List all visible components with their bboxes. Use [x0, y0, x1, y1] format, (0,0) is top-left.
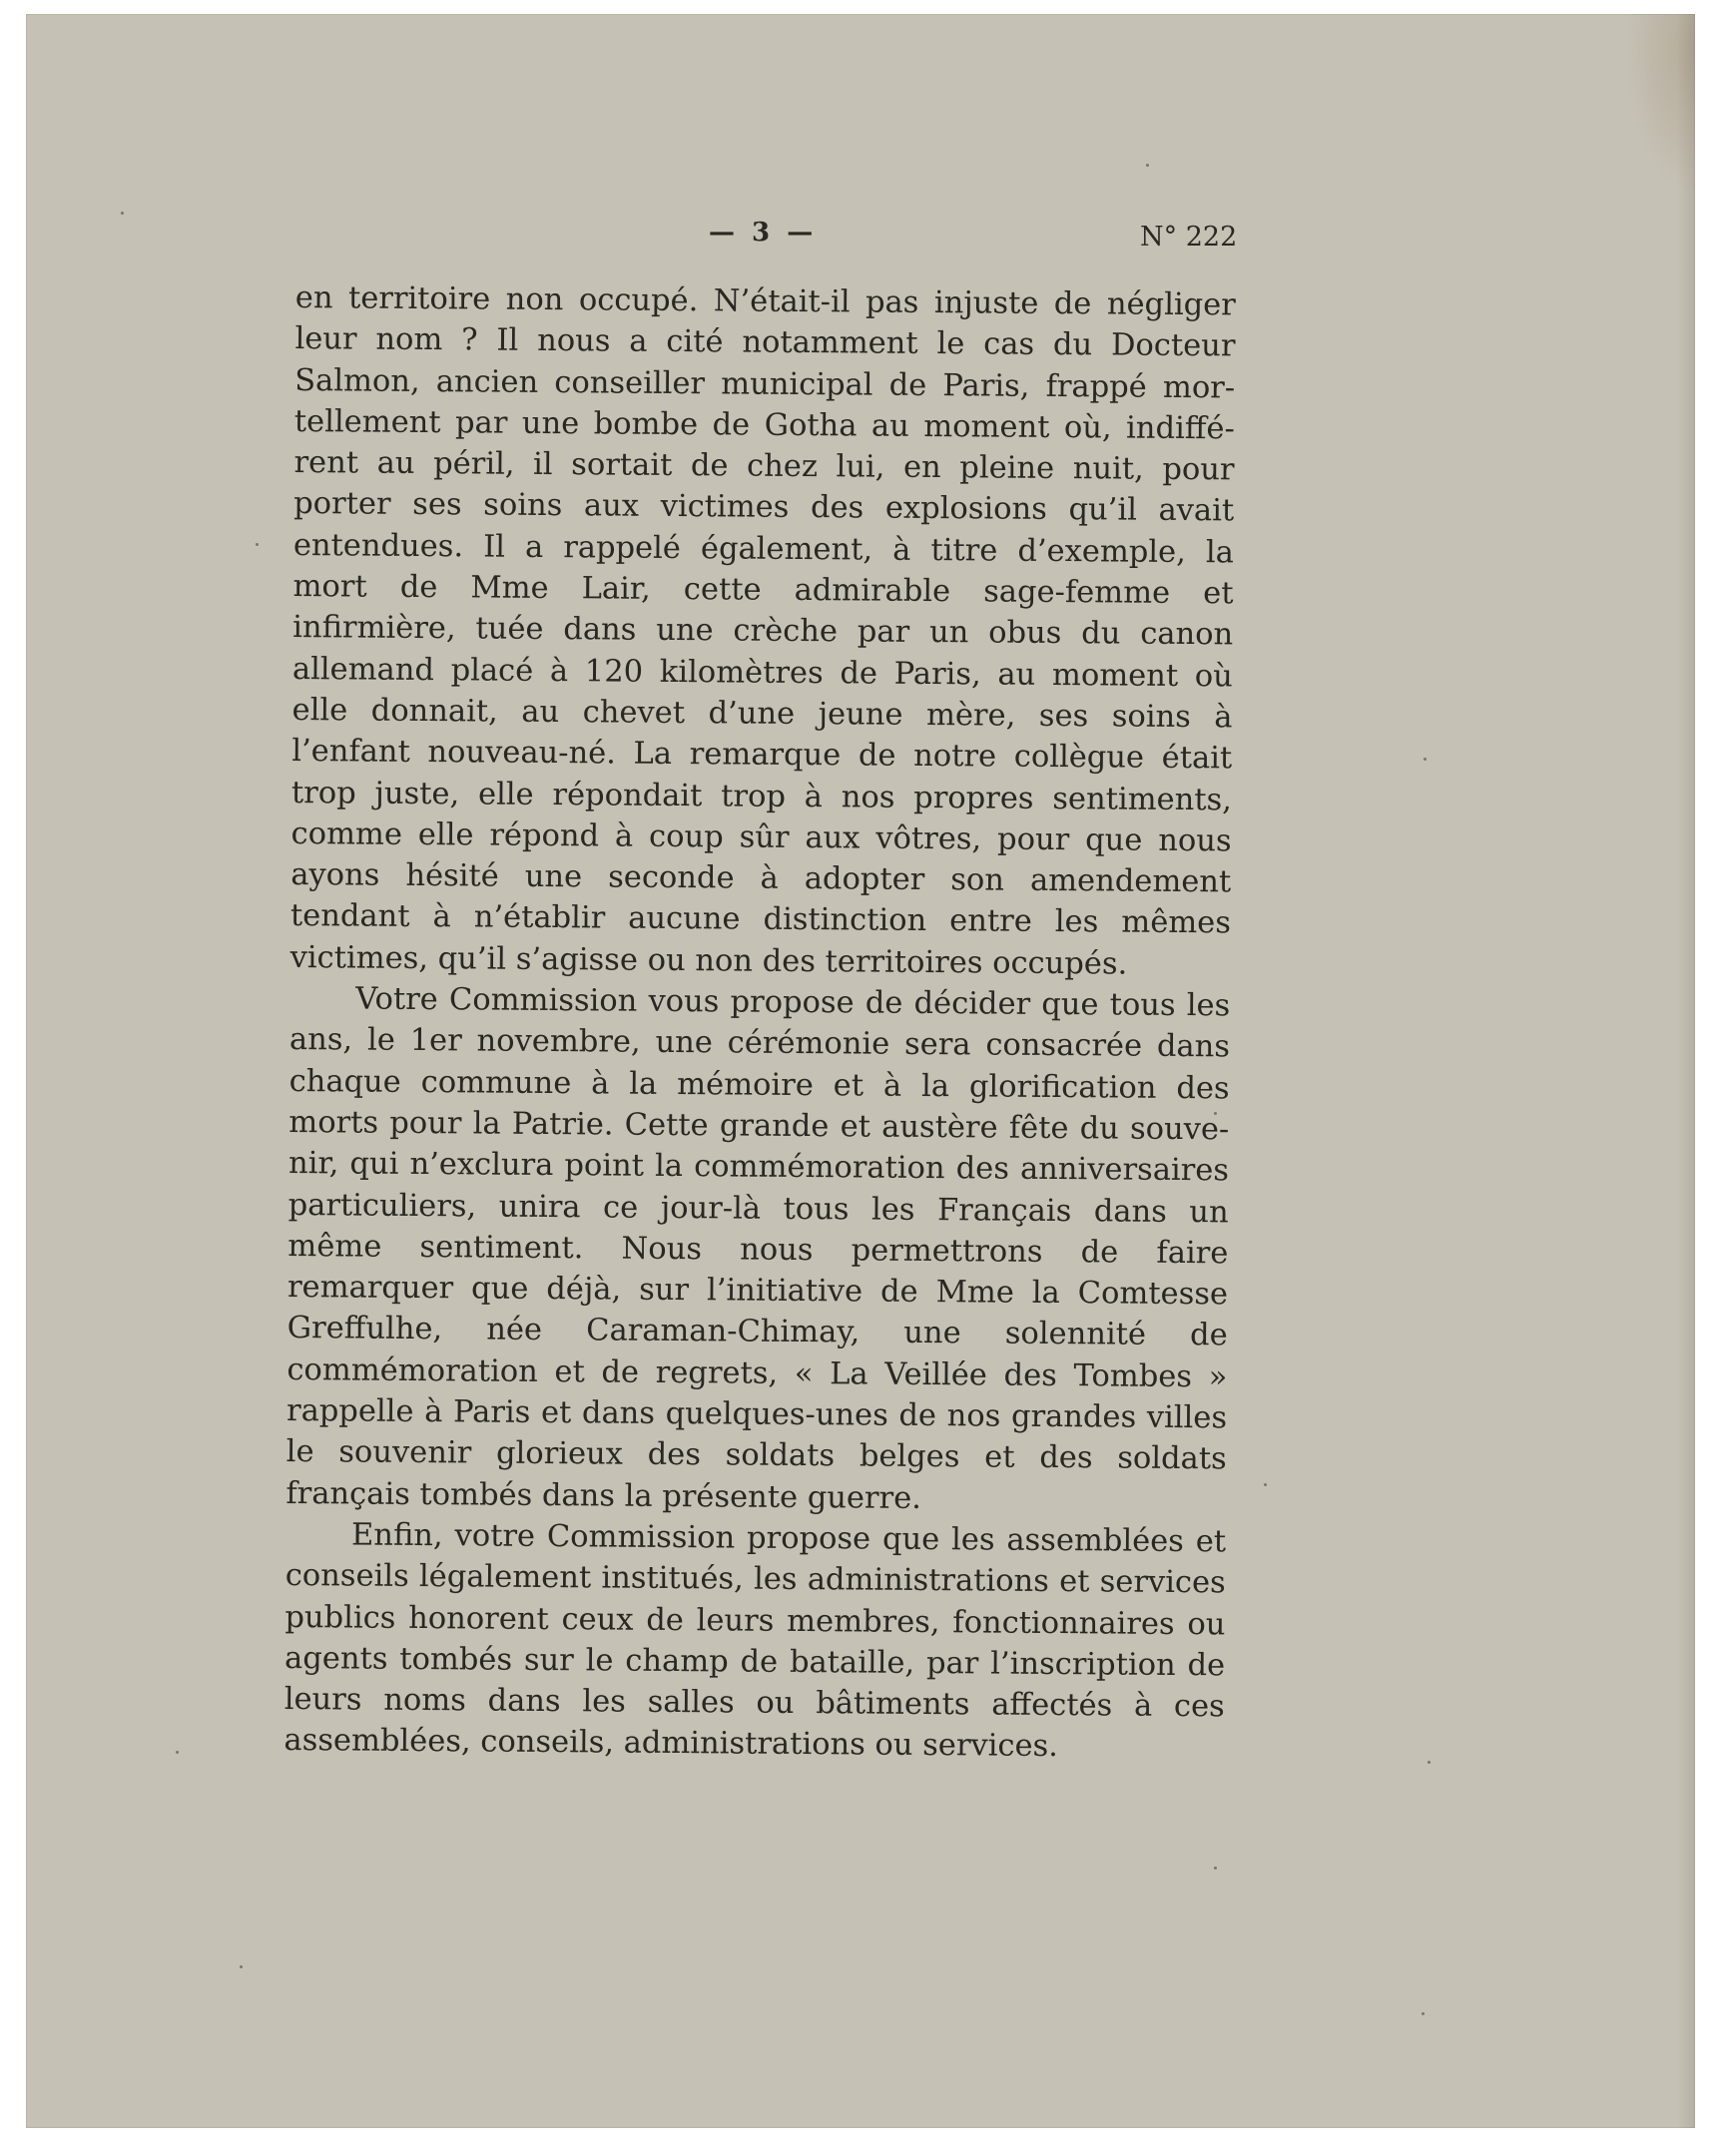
paper-speck: [1422, 2012, 1425, 2015]
paper-speck: [1264, 1483, 1267, 1486]
paper-stain: [1625, 14, 1695, 194]
page-header: [0, 218, 1725, 258]
paper-speck: [1424, 758, 1427, 761]
paper-edge-shadow: [1677, 14, 1695, 2128]
paper-speck: [1428, 1761, 1431, 1764]
paper-speck: [256, 543, 259, 546]
paragraph: Votre Commission vous propose de décider que tous les ans, le 1er novembre, une cérémonie sera consacrée dans chaque commune à la mémoire et à la glorification des morts pour la Patrie. Cette grande et austère fête du souvenir, qui n’exclura point la commémoration des anniversaires particuliers, unira ce jour-là tous les Français dans un même sentiment. Nous nous permettrons de faire remarquer que déjà, sur l’initiative de Mme la Comtesse Greffulhe, née Caraman-Chimay, une solennité de commémoration et de regrets, « La Veillée des Tombes » rappelle à Paris et dans quelques-unes de nos grandes villes le souvenir glorieux des soldats belges et des soldats français tombés dans la présente guerre.: [286, 981, 1231, 1516]
paper-speck: [240, 1965, 243, 1968]
paper-speck: [1214, 1867, 1217, 1870]
page-number: — 3 —: [709, 218, 818, 248]
document-number: N° 222: [1140, 222, 1238, 253]
document-body: [284, 277, 1236, 1769]
paragraph: Enfin, votre Commission propose que les assemblées et conseils légalement institués, les administrations et services publics honorent ceux de leurs membres, fonctionnaires ou agents tombés sur le champ de bataille, par l’inscription de leurs noms dans les salles ou bâtiments affectés à ces assemblées, conseils, administrations ou services.: [284, 1517, 1227, 1765]
paragraph: en territoire non occupé. N’était-il pas injuste de négliger leur nom ? Il nous a cité notamment le cas du Docteur Salmon, ancien conseiller municipal de Paris, frappé mortellement par une bombe de Gotha au moment où, indifférent au péril, il sortait de chez lui, en pleine nuit, pour porter ses soins aux victimes des explosions qu’il avait entendues. Il a rappelé également, à titre d’exemple, la mort de Mme Lair, cette admirable sage-femme et infirmière, tuée dans une crèche par un obus du canon allemand placé à 120 kilomètres de Paris, au moment où elle donnait, au chevet d’une jeune mère, ses soins à l’enfant nouveau-né. La remarque de notre collègue était trop juste, elle répondait trop à nos propres sentiments, comme elle répond à coup sûr aux vôtres, pour que nous ayons hésité une seconde à adopter son amendement tendant à n’établir aucune distinction entre les mêmes victimes, qu’il s’agisse ou non des territoires occupés.: [289, 279, 1236, 982]
paper-speck: [176, 1751, 179, 1754]
paper-speck: [1146, 164, 1149, 167]
paper-speck: [121, 212, 124, 215]
